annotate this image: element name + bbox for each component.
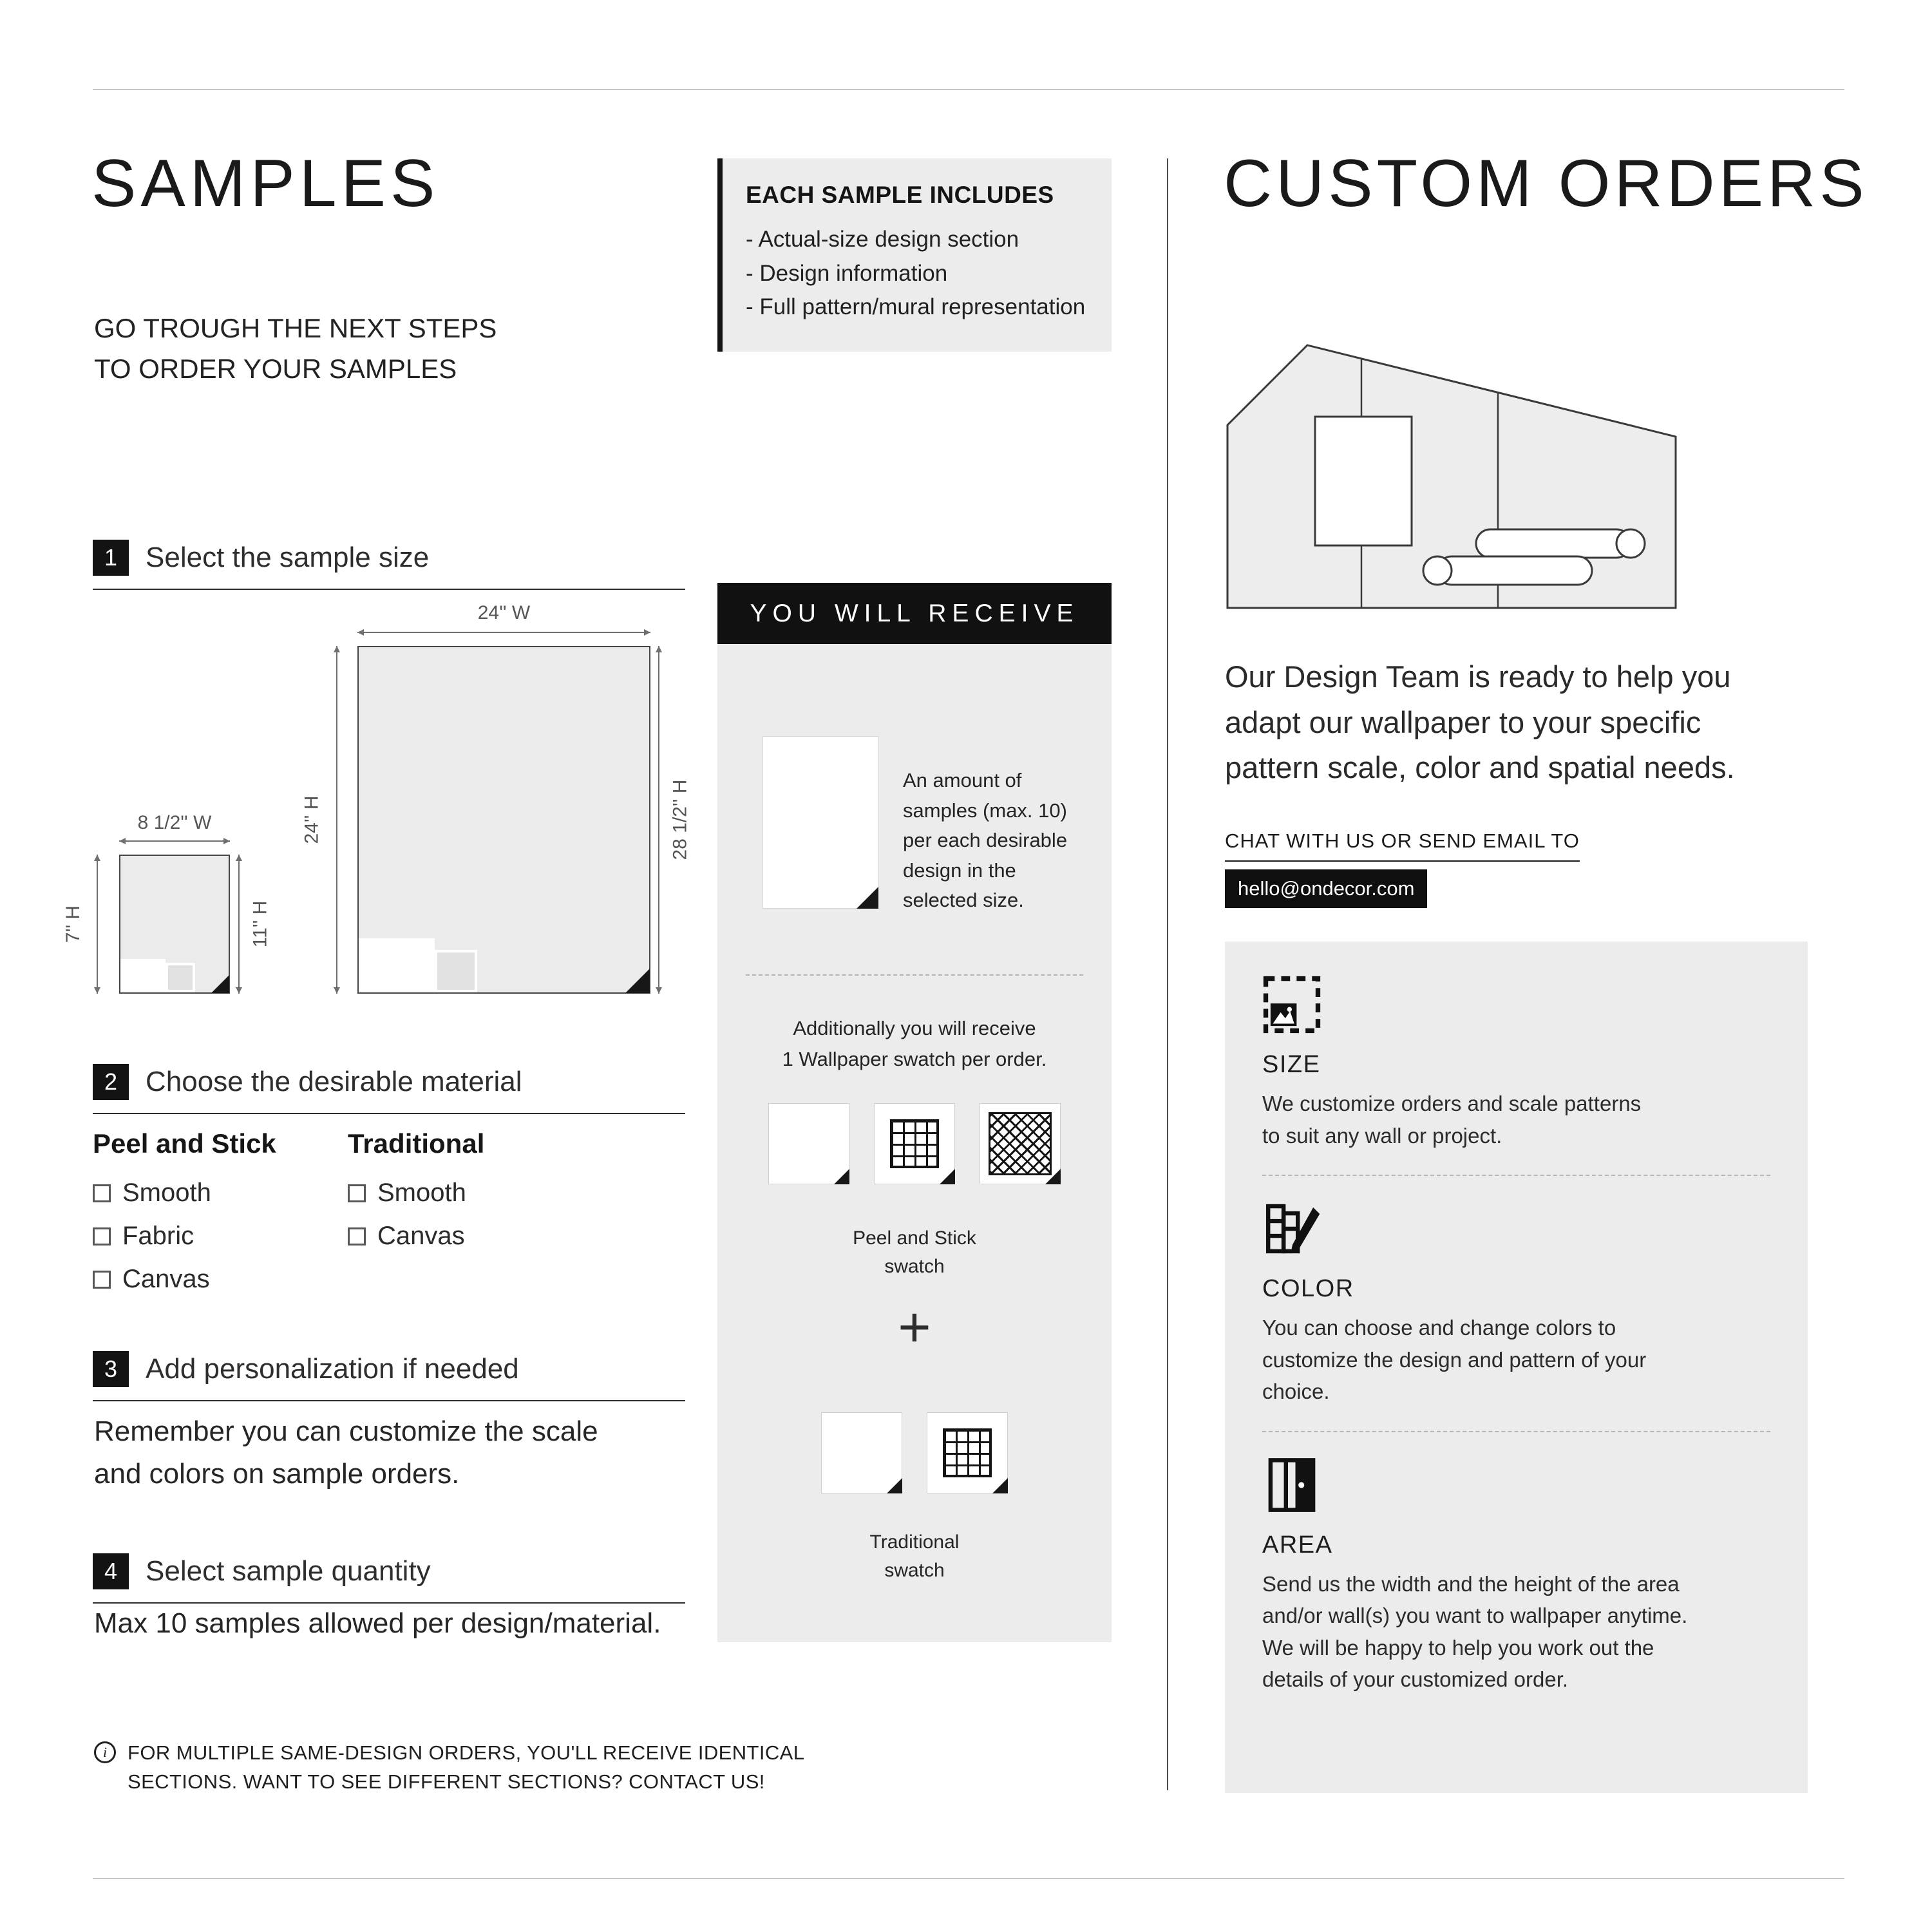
footnote — [94, 1739, 899, 1797]
material-column-title: Traditional — [348, 1128, 485, 1159]
traditional-swatch-label: Traditional swatch — [869, 1531, 960, 1581]
step-3-header — [93, 1351, 685, 1401]
receive-samples-text: An amount of samples (max. 10) per each desirable design in the selected size. — [903, 769, 1068, 911]
grid-swatch-icon — [927, 1412, 1008, 1493]
traditional-column — [348, 1128, 484, 1265]
additionally-text: Additionally you will receive 1 Wallpaper swatch per order. — [782, 1017, 1047, 1071]
step-2-label: Choose the desirable material — [146, 1066, 522, 1097]
crosshatch-swatch-icon — [980, 1103, 1061, 1184]
you-will-receive-panel — [717, 583, 1112, 1642]
dashed-divider — [746, 974, 1083, 976]
dimension-line — [97, 855, 98, 994]
includes-item: - Full pattern/mural representation — [746, 294, 1086, 319]
includes-title: EACH SAMPLE INCLUDES — [746, 182, 1054, 208]
material-option-label: Smooth — [377, 1179, 466, 1207]
large-height-left-label: 24'' H — [301, 795, 323, 844]
grid-pattern — [943, 1428, 992, 1477]
material-options — [93, 1128, 685, 1334]
small-height-right-label: 11'' H — [249, 900, 271, 948]
material-option-label: Fabric — [122, 1222, 194, 1250]
email-link[interactable]: hello@ondecor.com — [1225, 869, 1427, 908]
step-1-label: Select the sample size — [146, 542, 430, 573]
sample-sheet-icon — [762, 736, 878, 909]
dimension-line — [357, 632, 650, 633]
blank-swatch-icon — [768, 1103, 849, 1184]
plus-sign: + — [898, 1295, 931, 1359]
sample-section-area — [359, 938, 435, 992]
feature-area-text: Send us the width and the height of the area and/or wall(s) you want to wallpaper anytime. We will be happy to help you work out the details of your customized order. — [1262, 1571, 1688, 1691]
feature-color-name: COLOR — [1262, 1275, 1354, 1302]
includes-item: - Actual-size design section — [746, 227, 1019, 252]
checkbox-icon[interactable] — [93, 1184, 111, 1202]
feature-color — [1262, 1199, 1770, 1408]
info-icon: i — [94, 1741, 116, 1763]
bottom-rule — [93, 1878, 1844, 1879]
feature-color-text: You can choose and change colors to customize the design and pattern of your choice. — [1262, 1316, 1647, 1403]
color-icon — [1262, 1199, 1321, 1258]
each-sample-includes-box — [717, 158, 1112, 352]
crosshatch-pattern — [989, 1112, 1052, 1175]
step-3-text: Remember you can customize the scale and colors on sample orders. — [94, 1416, 598, 1490]
includes-item: - Design information — [746, 260, 948, 286]
checkbox-icon[interactable] — [93, 1227, 111, 1245]
traditional-swatches — [717, 1412, 1112, 1493]
area-icon — [1262, 1455, 1321, 1515]
large-height-right-label: 28 1/2'' H — [669, 779, 690, 860]
custom-orders-title: CUSTOM ORDERS — [1224, 146, 1868, 221]
sample-size-diagram — [62, 602, 690, 1046]
blank-swatch-icon — [821, 1412, 902, 1493]
feature-size-text: We customize orders and scale patterns to suit any wall or project. — [1262, 1092, 1642, 1148]
peel-and-stick-column — [93, 1128, 276, 1308]
material-column-title: Peel and Stick — [93, 1128, 276, 1159]
feature-size-name: SIZE — [1262, 1051, 1321, 1078]
grid-swatch-icon — [874, 1103, 955, 1184]
material-option-label: Smooth — [122, 1179, 211, 1207]
feature-area — [1262, 1455, 1770, 1696]
receive-header: YOU WILL RECEIVE — [717, 583, 1112, 644]
large-sample-rect — [357, 646, 650, 994]
custom-features-panel — [1225, 942, 1808, 1793]
samples-title: SAMPLES — [91, 146, 440, 221]
feature-size — [1262, 975, 1770, 1151]
step-4-number: 4 — [93, 1553, 129, 1589]
dimension-line — [336, 646, 337, 994]
step-3-number: 3 — [93, 1351, 129, 1387]
small-sample-area — [166, 963, 195, 992]
material-option-label: Canvas — [122, 1265, 210, 1293]
checkbox-icon[interactable] — [348, 1227, 366, 1245]
large-width-label: 24'' W — [477, 602, 531, 623]
custom-intro: Our Design Team is ready to help you adapt our wallpaper to your specific pattern scale, color and spatial needs. — [1225, 659, 1735, 784]
column-divider — [1167, 158, 1168, 1790]
chat-label: CHAT WITH US OR SEND EMAIL TO — [1225, 829, 1580, 862]
step-2-header — [93, 1064, 685, 1114]
dimension-line — [119, 840, 230, 842]
small-sample-rect — [119, 855, 230, 994]
material-option — [348, 1179, 484, 1208]
top-rule — [93, 89, 1844, 90]
material-option — [93, 1179, 276, 1208]
material-option — [348, 1222, 484, 1251]
step-4-text: Max 10 samples allowed per design/material. — [94, 1607, 661, 1639]
dashed-divider — [1262, 1175, 1770, 1176]
step-1-header — [93, 540, 685, 590]
size-icon — [1262, 975, 1321, 1034]
dashed-divider — [1262, 1431, 1770, 1432]
dimension-line — [658, 646, 659, 994]
dimension-line — [238, 855, 240, 994]
step-4-label: Select sample quantity — [146, 1555, 431, 1587]
peel-and-stick-swatches — [717, 1103, 1112, 1184]
feature-area-name: AREA — [1262, 1531, 1333, 1558]
house-wallpaper-illustration — [1225, 317, 1680, 616]
samples-intro: GO TROUGH THE NEXT STEPS TO ORDER YOUR SAMPLES — [94, 313, 497, 384]
small-width-label: 8 1/2'' W — [137, 812, 212, 833]
small-height-left-label: 7'' H — [62, 905, 84, 943]
step-1-number: 1 — [93, 540, 129, 576]
small-sample-area — [435, 950, 477, 992]
sample-section-area — [120, 959, 166, 992]
checkbox-icon[interactable] — [93, 1271, 111, 1289]
material-option — [93, 1265, 276, 1294]
material-option — [93, 1222, 276, 1251]
footnote-text: FOR MULTIPLE SAME-DESIGN ORDERS, YOU'LL RECEIVE IDENTICAL SECTIONS. WANT TO SEE DIFFERENT SECTIONS? CONTACT US! — [128, 1741, 805, 1793]
material-option-label: Canvas — [377, 1222, 465, 1250]
step-3-label: Add personalization if needed — [146, 1353, 519, 1385]
step-2-number: 2 — [93, 1064, 129, 1100]
grid-pattern — [890, 1119, 939, 1168]
step-4-header — [93, 1553, 685, 1604]
peel-and-stick-swatch-label: Peel and Stick swatch — [853, 1227, 976, 1277]
checkbox-icon[interactable] — [348, 1184, 366, 1202]
